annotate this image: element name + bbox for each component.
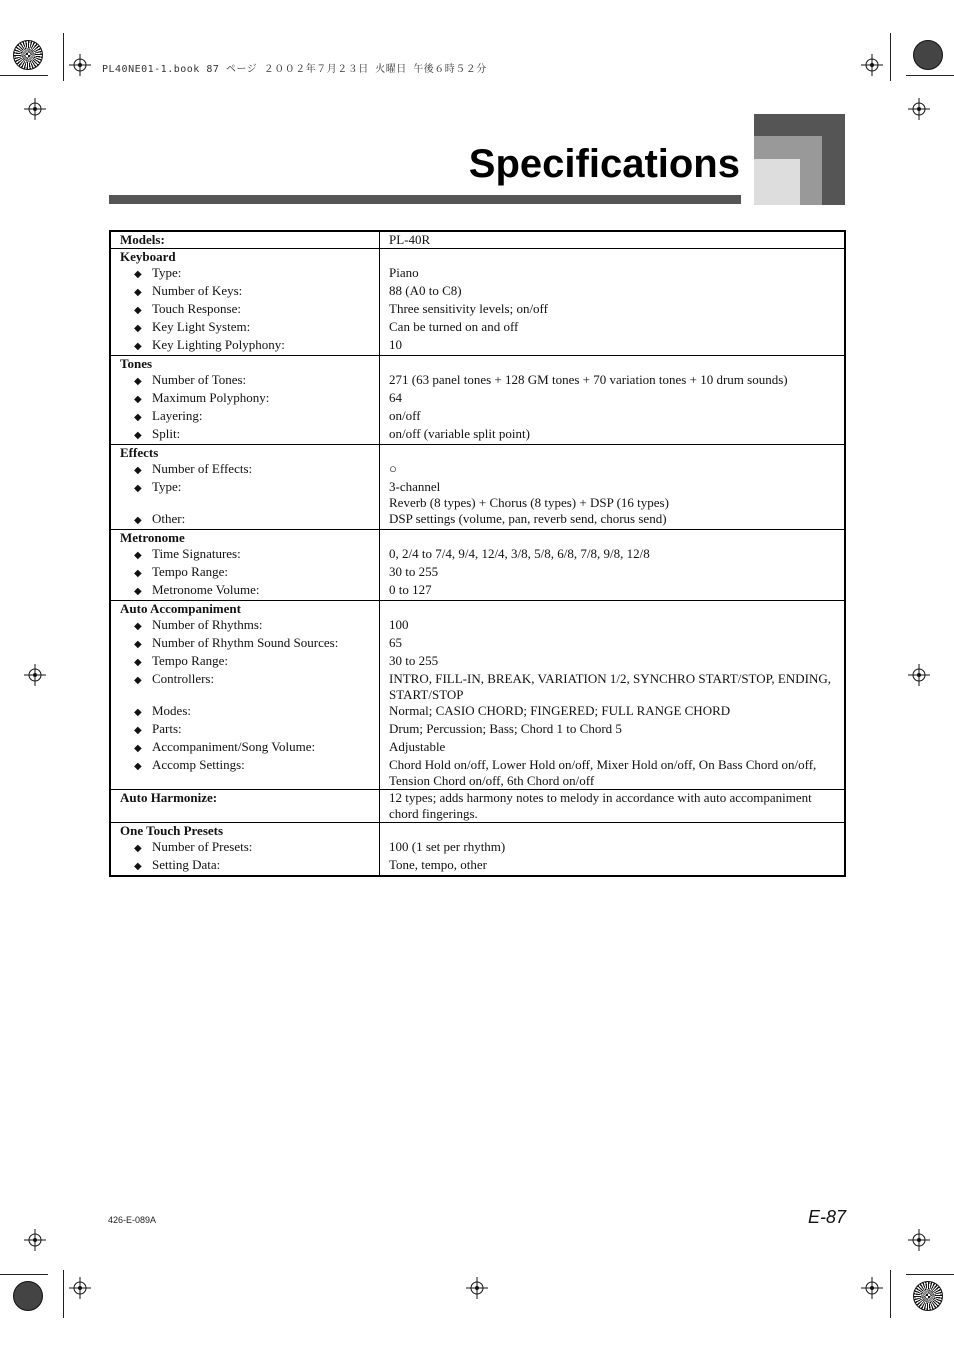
spec-item-label: Tempo Range:: [152, 653, 228, 668]
spec-item-value: 30 to 255: [389, 653, 439, 668]
spec-item-label: Type:: [152, 479, 182, 494]
bullet-icon: ◆: [134, 675, 142, 686]
spec-item-label: Layering:: [152, 408, 203, 423]
bullet-icon: ◆: [134, 430, 142, 441]
spec-item-label-cell: [110, 582, 380, 601]
spec-item-label: Setting Data:: [152, 857, 221, 872]
section-value: PL-40R: [380, 231, 846, 249]
crosshair-icon: [69, 54, 91, 76]
title-rule: [109, 195, 741, 204]
bullet-icon: ◆: [134, 465, 142, 476]
bullet-icon: ◆: [134, 861, 142, 872]
spec-item-label: Number of Keys:: [152, 283, 243, 298]
spec-item-label: Controllers:: [152, 671, 215, 686]
section-value: [380, 601, 846, 618]
spec-item-label: Metronome Volume:: [152, 582, 260, 597]
spec-item-value: Three sensitivity levels; on/off: [389, 301, 548, 316]
spec-item-value: 64: [389, 390, 402, 405]
spec-item-value: 30 to 255: [389, 564, 439, 579]
spec-item-row: [110, 283, 845, 301]
spec-item-label-cell: [110, 546, 380, 564]
bullet-icon: ◆: [134, 305, 142, 316]
section-label: Auto Harmonize:: [110, 790, 380, 823]
spec-item-label: Other:: [152, 511, 186, 526]
spec-item-label: Modes:: [152, 703, 191, 718]
spec-item-row: [110, 635, 845, 653]
spec-item-value: 100 (1 set per rhythm): [389, 839, 506, 854]
spec-item-value: 65: [389, 635, 402, 650]
bullet-icon: ◆: [134, 568, 142, 579]
bullet-icon: ◆: [134, 761, 142, 772]
section-label: Models:: [110, 231, 380, 249]
spec-item-row: [110, 653, 845, 671]
spec-item-value: 0, 2/4 to 7/4, 9/4, 12/4, 3/8, 5/8, 6/8, 7/8, 9/8, 12/8: [389, 546, 650, 561]
section-value: [380, 356, 846, 373]
spec-item-value: on/off (variable split point): [389, 426, 530, 441]
spec-item-value: Chord Hold on/off, Lower Hold on/off, Mixer Hold on/off, On Bass Chord on/off, Tension Chord on/off, 6th Chord on/off: [389, 757, 817, 788]
spec-item-label-cell: [110, 283, 380, 301]
section-value: [380, 445, 846, 462]
spec-item-label-cell: [110, 635, 380, 653]
bullet-icon: ◆: [134, 621, 142, 632]
spec-item-row: [110, 739, 845, 757]
bullet-icon: ◆: [134, 515, 142, 526]
registration-fan-top-left: [13, 40, 43, 70]
spec-item-label: Maximum Polyphony:: [152, 390, 270, 405]
spec-section-row: [110, 445, 845, 462]
bullet-icon: ◆: [134, 341, 142, 352]
spec-section-row: [110, 530, 845, 547]
bullet-icon: ◆: [134, 483, 142, 494]
spec-item-label: Time Signatures:: [152, 546, 241, 561]
spec-item-row: [110, 408, 845, 426]
spec-item-row: [110, 301, 845, 319]
spec-item-label: Number of Tones:: [152, 372, 247, 387]
spec-table: [109, 230, 846, 877]
spec-item-value: Normal; CASIO CHORD; FINGERED; FULL RANGE CHORD: [389, 703, 731, 718]
spec-item-value: Can be turned on and off: [389, 319, 519, 334]
spec-item-label: Accompaniment/Song Volume:: [152, 739, 316, 754]
spec-item-row: [110, 757, 845, 790]
bullet-icon: ◆: [134, 269, 142, 280]
section-label: Effects: [110, 445, 380, 462]
spec-item-row: [110, 564, 845, 582]
crosshair-icon: [861, 54, 883, 76]
crosshair-icon: [24, 664, 46, 686]
spec-item-row: [110, 265, 845, 283]
bullet-icon: ◆: [134, 743, 142, 754]
section-label: Metronome: [110, 530, 380, 547]
spec-item-row: [110, 337, 845, 356]
spec-item-label-cell: [110, 301, 380, 319]
spec-item-row: [110, 582, 845, 601]
spec-item-label: Number of Effects:: [152, 461, 253, 476]
spec-section-row: [110, 823, 845, 840]
bullet-icon: ◆: [134, 323, 142, 334]
spec-item-label: Key Lighting Polyphony:: [152, 337, 285, 352]
spec-item-row: [110, 617, 845, 635]
spec-item-label-cell: [110, 703, 380, 721]
section-value: [380, 823, 846, 840]
spec-item-row: [110, 372, 845, 390]
spec-section-row: [110, 601, 845, 618]
spec-item-row: [110, 857, 845, 876]
spec-item-label: Key Light System:: [152, 319, 251, 334]
bullet-icon: ◆: [134, 657, 142, 668]
page-title: Specifications: [468, 142, 740, 186]
spec-section-row: [110, 356, 845, 373]
spec-item-label: Number of Presets:: [152, 839, 253, 854]
spec-item-label-cell: [110, 479, 380, 511]
spec-item-label-cell: [110, 372, 380, 390]
spec-item-row: [110, 839, 845, 857]
crosshair-icon: [908, 98, 930, 120]
spec-section-row: [110, 249, 845, 266]
section-label: One Touch Presets: [110, 823, 380, 840]
spec-item-value: on/off: [389, 408, 421, 423]
spec-item-label: Parts:: [152, 721, 182, 736]
title-decoration: [754, 114, 845, 205]
spec-item-row: [110, 721, 845, 739]
spec-item-value: 271 (63 panel tones + 128 GM tones + 70 variation tones + 10 drum sounds): [389, 372, 788, 387]
crosshair-icon: [466, 1277, 488, 1299]
registration-fan-top-right: [913, 40, 943, 70]
spec-item-value: Tone, tempo, other: [389, 857, 488, 872]
bullet-icon: ◆: [134, 412, 142, 423]
bullet-icon: ◆: [134, 586, 142, 597]
spec-item-value: 100: [389, 617, 409, 632]
spec-item-label: Accomp Settings:: [152, 757, 245, 772]
spec-item-row: [110, 461, 845, 479]
spec-item-value: Piano: [389, 265, 419, 280]
document-code: 426-E-089A: [108, 1215, 157, 1225]
spec-item-row: [110, 390, 845, 408]
spec-item-label-cell: [110, 671, 380, 703]
bullet-icon: ◆: [134, 550, 142, 561]
spec-item-label-cell: [110, 857, 380, 876]
section-value: [380, 530, 846, 547]
spec-item-label-cell: [110, 839, 380, 857]
spec-item-value: INTRO, FILL-IN, BREAK, VARIATION 1/2, SYNCHRO START/STOP, ENDING, START/STOP: [389, 671, 832, 702]
spec-item-value: 3-channel Reverb (8 types) + Chorus (8 types) + DSP (16 types): [389, 479, 669, 510]
bullet-icon: ◆: [134, 707, 142, 718]
spec-item-label-cell: [110, 390, 380, 408]
spec-item-label: Touch Response:: [152, 301, 241, 316]
spec-item-label-cell: [110, 653, 380, 671]
spec-item-row: [110, 511, 845, 530]
crosshair-icon: [69, 1277, 91, 1299]
bullet-icon: ◆: [134, 376, 142, 387]
section-label: Auto Accompaniment: [110, 601, 380, 618]
bullet-icon: ◆: [134, 287, 142, 298]
spec-item-label-cell: [110, 408, 380, 426]
spec-item-label-cell: [110, 319, 380, 337]
section-value: 12 types; adds harmony notes to melody in accordance with auto accompaniment chord fingerings.: [380, 790, 846, 823]
spec-item-value: Adjustable: [389, 739, 446, 754]
spec-item-row: [110, 671, 845, 703]
spec-item-row: [110, 703, 845, 721]
bullet-icon: ◆: [134, 725, 142, 736]
bullet-icon: ◆: [134, 843, 142, 854]
spec-item-value: ○: [389, 461, 397, 476]
spec-item-row: [110, 319, 845, 337]
print-header: PL40NE01-1.book 87 ページ ２００２年７月２３日 火曜日 午後６時５２分: [102, 64, 487, 75]
crosshair-icon: [24, 1229, 46, 1251]
section-value: [380, 249, 846, 266]
spec-section-row: [110, 231, 845, 249]
spec-item-label-cell: [110, 265, 380, 283]
crosshair-icon: [24, 98, 46, 120]
spec-item-label-cell: [110, 757, 380, 790]
spec-item-label: Number of Rhythm Sound Sources:: [152, 635, 339, 650]
bullet-icon: ◆: [134, 639, 142, 650]
spec-section-row: [110, 790, 845, 823]
section-label: Keyboard: [110, 249, 380, 266]
spec-item-value: 0 to 127: [389, 582, 432, 597]
page-number: E-87: [807, 1207, 846, 1227]
spec-item-label-cell: [110, 426, 380, 445]
crosshair-icon: [908, 1229, 930, 1251]
spec-item-label: Number of Rhythms:: [152, 617, 263, 632]
section-label: Tones: [110, 356, 380, 373]
spec-item-label-cell: [110, 564, 380, 582]
spec-item-value: DSP settings (volume, pan, reverb send, chorus send): [389, 511, 667, 526]
spec-item-row: [110, 426, 845, 445]
spec-item-label-cell: [110, 461, 380, 479]
spec-item-value: 88 (A0 to C8): [389, 283, 462, 298]
spec-item-label-cell: [110, 617, 380, 635]
spec-item-label-cell: [110, 739, 380, 757]
spec-item-label-cell: [110, 721, 380, 739]
crosshair-icon: [908, 664, 930, 686]
registration-fan-bottom-left: [13, 1281, 43, 1311]
spec-item-row: [110, 479, 845, 511]
crosshair-icon: [861, 1277, 883, 1299]
spec-item-label: Split:: [152, 426, 181, 441]
registration-fan-bottom-right: [913, 1281, 943, 1311]
spec-item-label: Tempo Range:: [152, 564, 228, 579]
spec-item-label-cell: [110, 511, 380, 530]
spec-item-row: [110, 546, 845, 564]
bullet-icon: ◆: [134, 394, 142, 405]
spec-item-value: 10: [389, 337, 402, 352]
spec-item-label: Type:: [152, 265, 182, 280]
spec-item-label-cell: [110, 337, 380, 356]
spec-item-value: Drum; Percussion; Bass; Chord 1 to Chord 5: [389, 721, 622, 736]
